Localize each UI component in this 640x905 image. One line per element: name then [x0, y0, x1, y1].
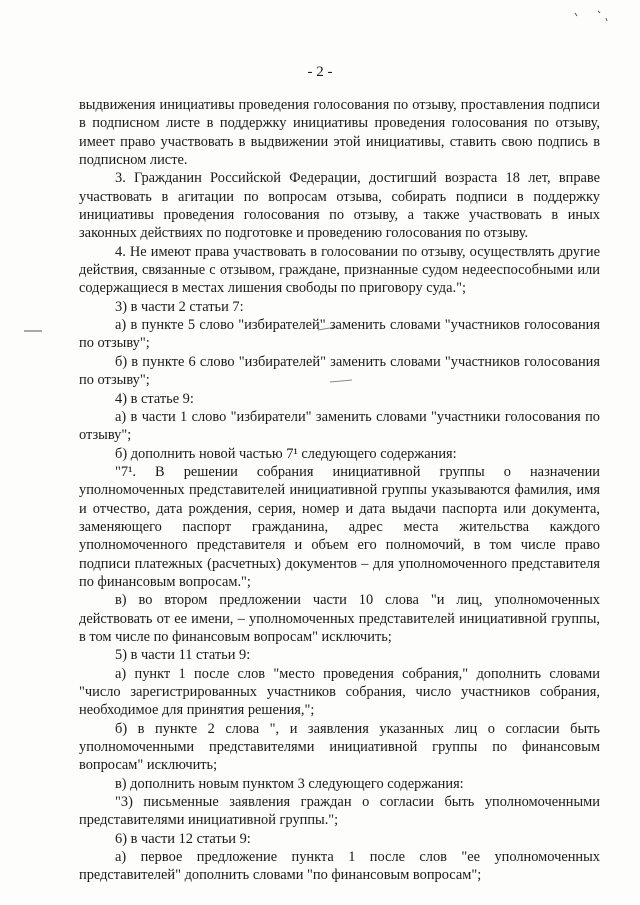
corner-speck: [575, 13, 577, 16]
corner-speck: [606, 18, 607, 21]
document-body: [79, 96, 600, 885]
paragraph: б) в пункте 6 слово "избирателей" заменить словами "участников голосования по отзыву";: [79, 353, 600, 389]
paragraph: выдвижения инициативы проведения голосования по отзыву, проставления подписи в подписном листе в поддержку инициативы проведения голосования по отзыву, имеет право участвовать в выдвижении этой инициативы, ставить свою подпись в подписном листе.: [79, 97, 600, 169]
paragraph: в) во втором предложении части 10 слова "и лиц, уполномоченных действовать от ее имени, – уполномоченных представителей инициативной группы, в том числе по финансовым вопросам" исключить;: [79, 592, 600, 645]
paragraph: 3) в части 2 статьи 7:: [115, 298, 244, 315]
paragraph: б) в пункте 2 слова ", и заявления указанных лиц о согласии быть уполномоченными представителями инициативной группы по финансовым вопросам" исключить;: [79, 720, 600, 774]
paragraph: 4) в статье 9:: [115, 390, 194, 407]
paragraph: "3) письменные заявления граждан о согласии быть уполномоченными представителями инициативной группы.";: [79, 794, 600, 829]
paragraph: "7¹. В решении собрания инициативной группы о назначении уполномоченных представителей инициативной группы указываются фамилия, имя и отчество, дата рождения, серия, номер и дата выдачи паспорта или документа, заменяющего паспорт гражданина, адрес места жительства каждого уполномоченного представителя и объем его полномочий, в том числе право подписи платежных (расчетных) документов – для уполномоченного представителя по финансовым вопросам.";: [79, 463, 600, 590]
paragraph: а) в части 1 слово "избиратели" заменить словами "участники голосования по отзыву";: [79, 408, 600, 444]
paragraph: б) дополнить новой частью 7¹ следующего содержания:: [115, 445, 457, 462]
corner-speck: [598, 11, 600, 13]
paragraph: 6) в части 12 статьи 9:: [115, 830, 251, 847]
paragraph: а) первое предложение пункта 1 после слов "ее уполномоченных представителей" дополнить словами "по финансовым вопросам";: [79, 849, 600, 884]
paragraph: 3. Гражданин Российской Федерации, достигший возраста 18 лет, вправе участвовать в агитации по вопросам отзыва, собирать подписи в поддержку инициативы проведения голосования по отзыву, а также участвовать в иных законных действиях по подготовке и проведению голосования по отзыву.: [79, 170, 600, 242]
page-number: - 2 -: [307, 64, 333, 80]
paragraph: в) дополнить новым пунктом 3 следующего содержания:: [115, 775, 464, 792]
paragraph: а) пункт 1 после слов "место проведения собрания," дополнить словами "число зарегистрированных участников собрания, число участников собрания, необходимое для принятия решения,";: [79, 665, 600, 719]
paragraph: а) в пункте 5 слово "избирателей" заменить словами "участников голосования по отзыву";: [79, 317, 600, 352]
paragraph: 4. Не имеют права участвовать в голосовании по отзыву, осуществлять другие действия, связанные с отзывом, граждане, признанные судом недееспособными или содержащиеся в местах лишения свободы по приговору суда.";: [79, 243, 600, 297]
paragraph: 5) в части 11 статьи 9:: [115, 647, 251, 664]
